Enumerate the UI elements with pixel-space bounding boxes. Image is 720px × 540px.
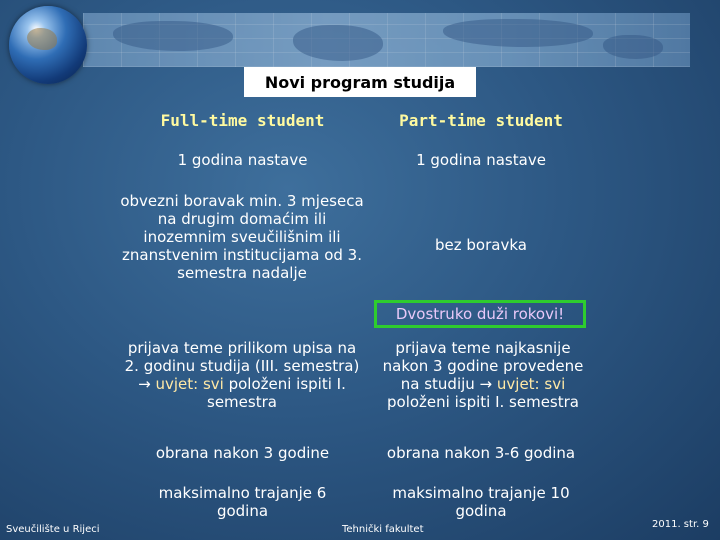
page-title: Novi program studija (244, 67, 476, 97)
globe-icon (9, 6, 87, 84)
column-header-part-time: Part-time student (399, 111, 563, 130)
row3-full-time-text: prijava teme prilikom upisa na 2. godinu studija (III. semestra) → (124, 339, 360, 393)
row3-full-time (122, 339, 362, 411)
footer-faculty: Tehnički fakultet (342, 524, 424, 535)
note-double-deadlines: Dvostruko duži rokovi! (374, 300, 586, 328)
row3-part-time-text: prijava teme najkasnije nakon 3 godine provedene na studiju → (382, 339, 584, 393)
row3-part-time-tail: položeni ispiti I. semestra (387, 393, 579, 411)
world-map-banner (83, 13, 690, 67)
row3-full-time-tail: položeni ispiti I. semestra (207, 375, 346, 411)
row4-part-time: obrana nakon 3-6 godina (386, 444, 576, 462)
row1-part-time: 1 godina nastave (416, 151, 546, 169)
row1-full-time: 1 godina nastave (177, 151, 308, 169)
footer-university: Sveučilište u Rijeci (6, 524, 100, 535)
footer-page-number: 2011. str. 9 (652, 519, 709, 530)
row2-full-time: obvezni boravak min. 3 mjeseca na drugim domaćim ili inozemnim sveučilišnim ili znanstvenim institucijama od 3. semestra nadalje (120, 192, 364, 282)
row4-full-time: obrana nakon 3 godine (155, 444, 330, 462)
row3-full-time-condition: uvjet: svi (155, 375, 224, 393)
row5-part-time: maksimalno trajanje 10 godina (392, 484, 570, 520)
row3-part-time-condition: uvjet: svi (496, 375, 566, 393)
row3-part-time (372, 339, 594, 411)
row5-full-time: maksimalno trajanje 6 godina (158, 484, 327, 520)
column-header-full-time: Full-time student (160, 111, 325, 130)
row2-part-time: bez boravka (435, 236, 527, 254)
